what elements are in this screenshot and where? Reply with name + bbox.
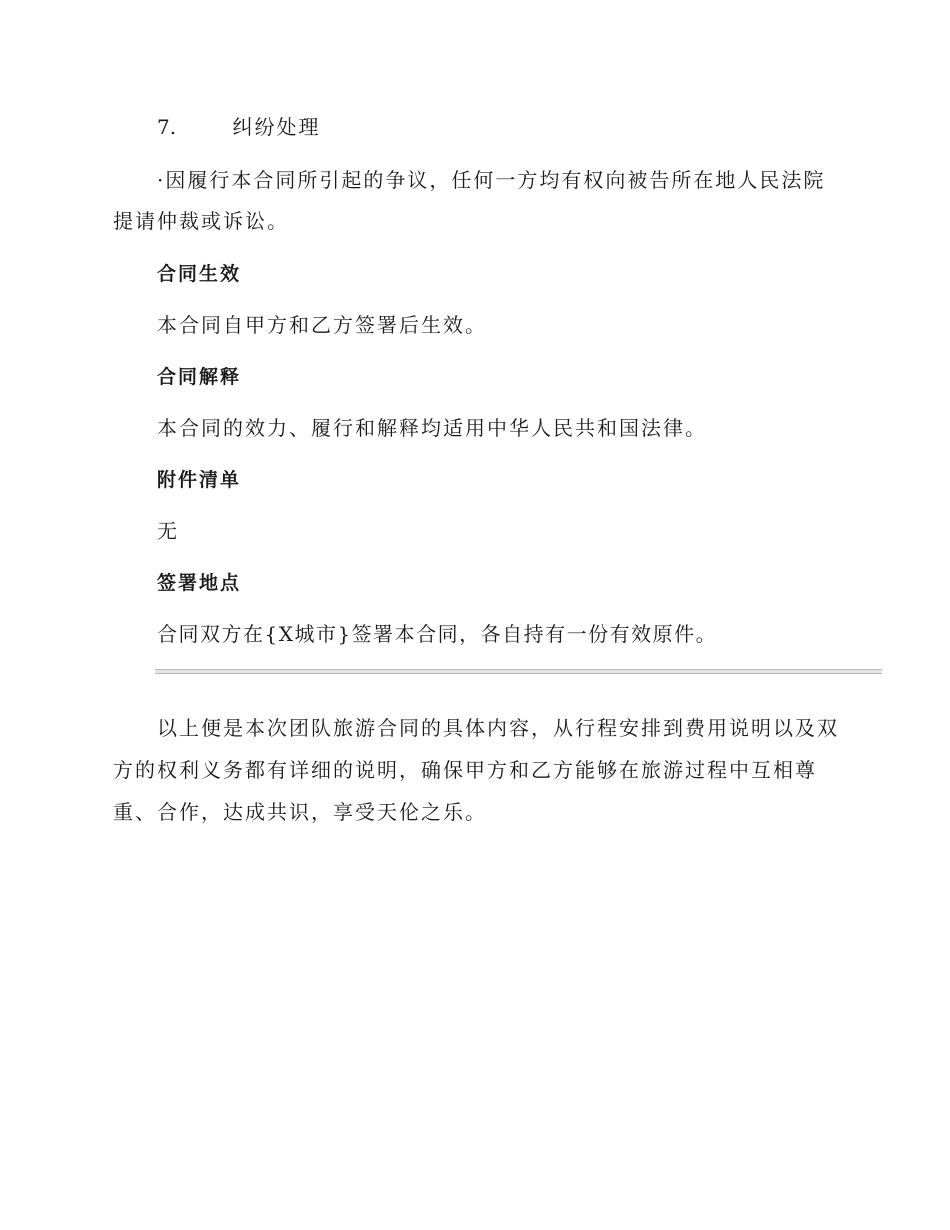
attachments-text: 无 — [157, 519, 179, 543]
section-7-paragraph-line-1 — [157, 168, 825, 192]
section-7-paragraph-line-2: 提请仲裁或诉讼。 — [113, 209, 289, 233]
section-title: 纠纷处理 — [232, 115, 321, 139]
bullet-marker: · — [157, 168, 166, 192]
horizontal-divider — [155, 669, 882, 674]
section-7-heading — [157, 115, 320, 139]
summary-line-2: 方的权利义务都有详细的说明，确保甲方和乙方能够在旅游过程中互相尊 — [113, 758, 817, 782]
attachments-heading: 附件清单 — [157, 469, 242, 491]
signing-place-heading: 签署地点 — [157, 572, 242, 594]
summary-line-3: 重、合作，达成共识，享受天伦之乐。 — [113, 800, 487, 824]
section-number: 7. — [157, 115, 177, 139]
interpretation-text: 本合同的效力、履行和解释均适用中华人民共和国法律。 — [157, 416, 707, 440]
signing-place-text: 合同双方在{X城市}签署本合同，各自持有一份有效原件。 — [157, 622, 718, 646]
section-7-text-line-1: 因履行本合同所引起的争议，任何一方均有权向被告所在地人民法院 — [165, 168, 826, 192]
effect-heading: 合同生效 — [157, 263, 242, 285]
interpretation-heading: 合同解释 — [157, 366, 242, 388]
summary-line-1: 以上便是本次团队旅游合同的具体内容，从行程安排到费用说明以及双 — [157, 716, 839, 740]
effect-text: 本合同自甲方和乙方签署后生效。 — [157, 313, 487, 337]
